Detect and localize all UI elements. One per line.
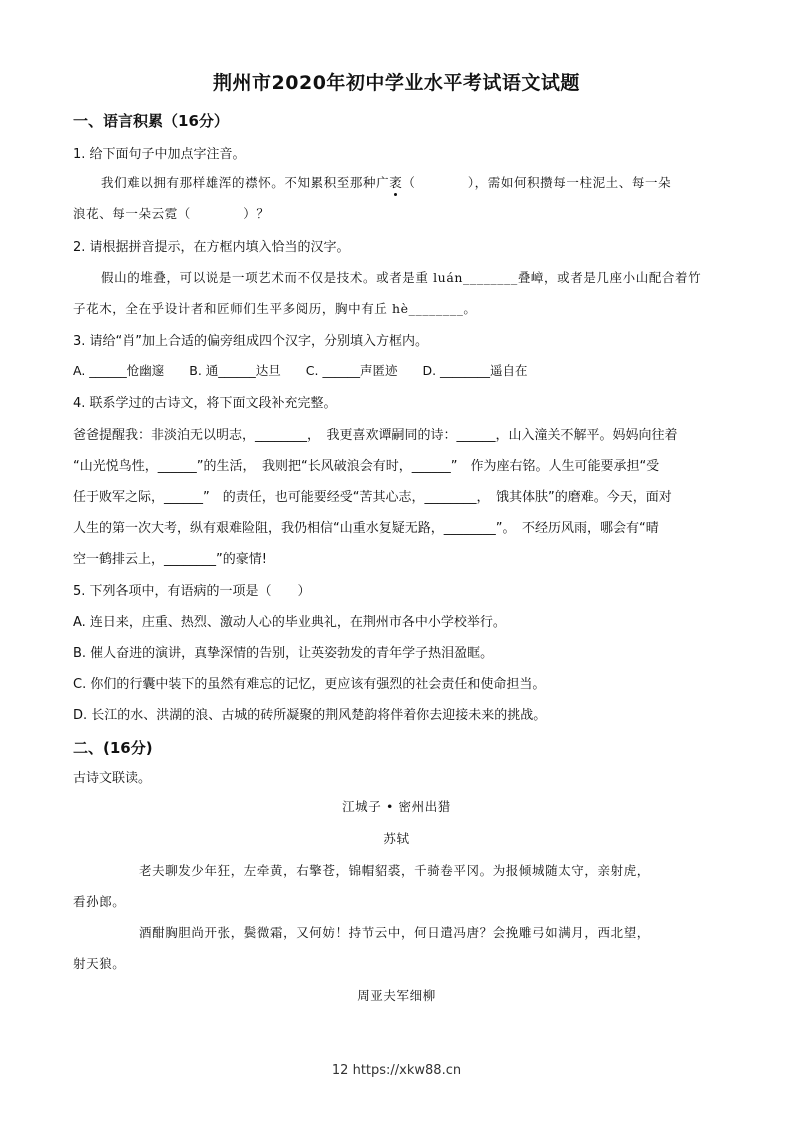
poem-title: 江城子 • 密州出猎: [342, 799, 451, 814]
poem-line: 射天狼。: [73, 956, 126, 971]
q5-option-d: D. 长江的水、洪湖的浪、古城的砖所凝聚的荆风楚韵将伴着你去迎接未来的挑战。: [73, 708, 547, 723]
q2-prompt: 2. 请根据拼音提示，在方框内填入恰当的汉字。: [73, 240, 350, 255]
q5-prompt: 5. 下列各项中，有语病的一项是（ ）: [73, 584, 311, 599]
next-passage-title: 周亚夫军细柳: [357, 988, 436, 1003]
q4-prompt: 4. 联系学过的古诗文，将下面文段补充完整。: [73, 396, 337, 411]
q1-sentence-line-1: [101, 173, 671, 191]
q5-option-b: B. 催人奋进的演讲，真挚深情的告别，让英姿勃发的青年学子热泪盈眶。: [73, 646, 494, 661]
page-title: 荆州市2020年初中学业水平考试语文试题: [213, 72, 580, 94]
poem-line: 酒酣胸胆尚开张，鬓微霜，又何妨！持节云中，何日遣冯唐？会挽雕弓如满月，西北望，: [139, 925, 650, 940]
q5-option-a: A. 连日来，庄重、热烈、激动人心的毕业典礼，在荆州市各中小学校举行。: [73, 615, 506, 630]
page-footer: 12 https://xkw88.cn: [331, 1063, 462, 1078]
q1-text-a: 我们难以拥有那样雄浑的襟怀。不知累积至那种广: [101, 175, 390, 190]
dotted-character: 袤: [389, 175, 403, 190]
q5-option-c: C. 你们的行囊中装下的虽然有难忘的记忆，更应该有强烈的社会责任和使命担当。: [73, 677, 546, 692]
q2-passage-line-1: 假山的堆叠，可以说是一项艺术而不仅是技术。或者是重 luán________叠嶂，或者是几座小山配合着竹: [101, 270, 702, 285]
q1-sentence-line-2: 浪花、每一朵云霓（ ）？: [73, 206, 270, 221]
poem-author: 苏轼: [383, 831, 410, 846]
q3-options: A. ______怆幽邃 B. 通______达旦 C. ______声匿迹 D. ________遥自在: [73, 363, 528, 378]
poem-line: 老夫聊发少年狂，左牵黄，右擎苍，锦帽貂裘，千骑卷平冈。为报倾城随太守，亲射虎，: [139, 863, 650, 878]
q1-prompt: 1. 给下面句子中加点字注音。: [73, 147, 246, 162]
q4-passage-line: 人生的第一次大考，纵有艰难险阻，我仍相信“山重水复疑无路，________”。 不经历风雨，哪会有“晴: [73, 521, 659, 536]
poem-line: 看孙郎。: [73, 894, 126, 909]
section-2-heading: 二、(16分): [73, 739, 153, 757]
section-2-intro: 古诗文联读。: [73, 771, 152, 786]
q4-passage-line: 爸爸提醒我：非淡泊无以明志，________， 我更喜欢谭嗣同的诗：______，山入潼关不解平。妈妈向往着: [73, 428, 678, 443]
q4-passage-line: 空一鹤排云上，________”的豪情!: [73, 552, 267, 567]
q3-prompt: 3. 请给“肖”加上合适的偏旁组成四个汉字，分别填入方框内。: [73, 334, 429, 349]
q1-text-b: （ ），需如何积攒每一柱泥土、每一朵: [402, 175, 672, 190]
q2-passage-line-2: 子花木，全在乎设计者和匠师们生平多阅历，胸中有丘 hè________。: [73, 301, 477, 316]
section-1-heading: 一、语言积累（16分）: [73, 112, 229, 130]
q4-passage-line: “山光悦鸟性，______”的生活， 我则把“长风破浪会有时，______” 作为座右铭。人生可能要承担“受: [73, 459, 660, 474]
q4-passage-line: 任于败军之际，______” 的责任，也可能要经受“苦其心志，________， 饿其体肤”的磨难。今天，面对: [73, 490, 672, 505]
